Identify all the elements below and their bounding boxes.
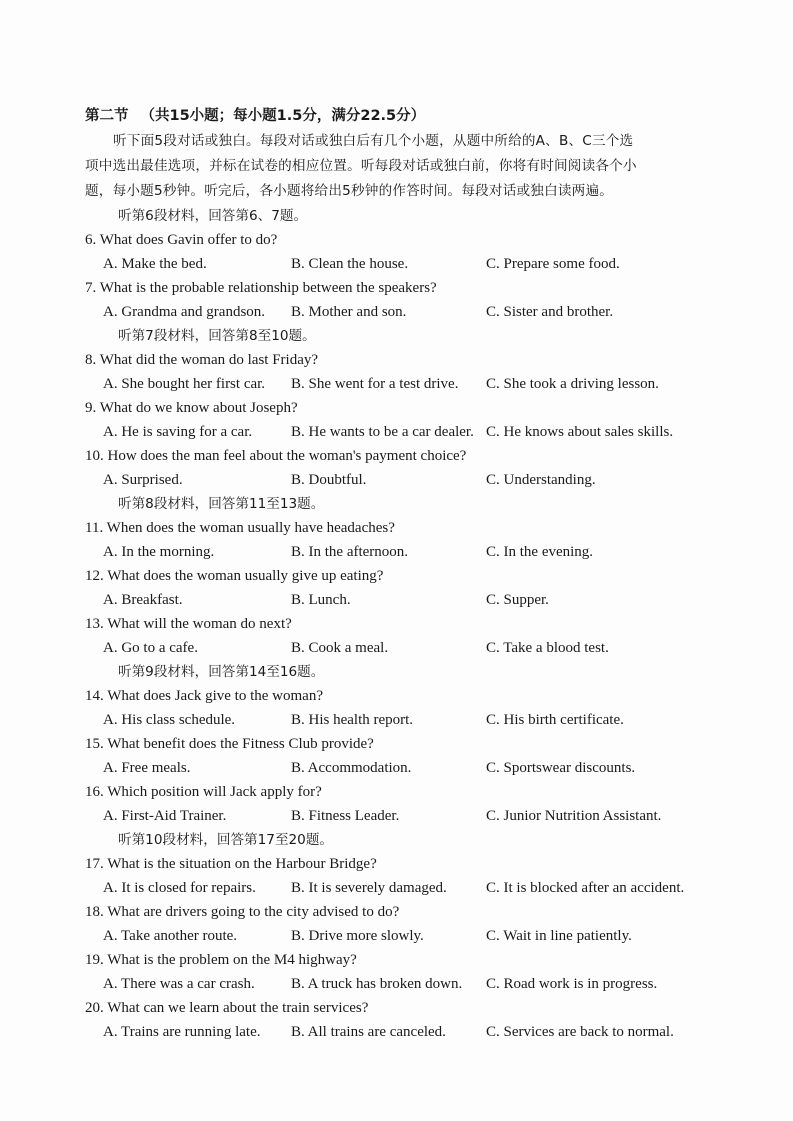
- question-text: 7. What is the probable relationship between the speakers?: [85, 280, 437, 296]
- option-c[interactable]: C. Prepare some food.: [486, 256, 620, 272]
- option-b[interactable]: B. Drive more slowly.: [291, 928, 424, 944]
- option-a[interactable]: A. First-Aid Trainer.: [103, 808, 227, 824]
- question-text: 16. Which position will Jack apply for?: [85, 784, 322, 800]
- option-a[interactable]: A. Breakfast.: [103, 592, 183, 608]
- option-c[interactable]: C. It is blocked after an accident.: [486, 880, 685, 896]
- answer-options: [85, 468, 725, 492]
- option-c[interactable]: C. He knows about sales skills.: [486, 424, 674, 440]
- option-a[interactable]: A. She bought her first car.: [103, 376, 266, 392]
- option-c[interactable]: C. Supper.: [486, 592, 549, 608]
- answer-options: [85, 756, 725, 780]
- option-b[interactable]: B. All trains are canceled.: [291, 1024, 446, 1040]
- option-a[interactable]: A. It is closed for repairs.: [103, 880, 256, 896]
- question-text: 17. What is the situation on the Harbour Bridge?: [85, 856, 377, 872]
- option-a[interactable]: A. Trains are running late.: [103, 1024, 261, 1040]
- option-b[interactable]: B. Doubtful.: [291, 472, 367, 488]
- option-a[interactable]: A. His class schedule.: [103, 712, 236, 728]
- option-b[interactable]: B. Fitness Leader.: [291, 808, 400, 824]
- question-text: 19. What is the problem on the M4 highway?: [85, 952, 357, 968]
- option-c[interactable]: C. She took a driving lesson.: [486, 376, 659, 392]
- option-a[interactable]: A. Take another route.: [103, 928, 238, 944]
- option-c[interactable]: C. In the evening.: [486, 544, 594, 560]
- option-c[interactable]: C. Junior Nutrition Assistant.: [486, 808, 662, 824]
- question-text: 11. When does the woman usually have headaches?: [85, 520, 395, 536]
- answer-options: [85, 540, 725, 564]
- option-a[interactable]: A. Grandma and grandson.: [103, 304, 266, 320]
- listening-section: [85, 104, 725, 1044]
- option-a[interactable]: A. In the morning.: [103, 544, 215, 560]
- option-a[interactable]: A. There was a car crash.: [103, 976, 255, 992]
- question-text: 9. What do we know about Joseph?: [85, 400, 298, 416]
- question-text: 13. What will the woman do next?: [85, 616, 292, 632]
- option-a[interactable]: A. Free meals.: [103, 760, 191, 776]
- instructions: [85, 129, 725, 204]
- answer-options: [85, 1020, 725, 1044]
- instruction-line: 听下面5段对话或独白。每段对话或独白后有几个小题，从题中所给的A、B、C三个选: [113, 133, 634, 149]
- option-c[interactable]: C. Understanding.: [486, 472, 596, 488]
- option-b[interactable]: B. Clean the house.: [291, 256, 409, 272]
- option-b[interactable]: B. Accommodation.: [291, 760, 412, 776]
- group-heading: 听第6段材料，回答第6、7题。: [118, 208, 308, 224]
- group-heading: 听第7段材料，回答第8至10题。: [118, 328, 316, 344]
- option-c[interactable]: C. Services are back to normal.: [486, 1024, 674, 1040]
- option-a[interactable]: A. Surprised.: [103, 472, 183, 488]
- section-heading: [85, 104, 725, 128]
- group-heading: 听第9段材料，回答第14至16题。: [118, 664, 325, 680]
- answer-options: [85, 636, 725, 660]
- option-a[interactable]: A. Go to a cafe.: [103, 640, 198, 656]
- option-c[interactable]: C. His birth certificate.: [486, 712, 624, 728]
- question-text: 6. What does Gavin offer to do?: [85, 232, 278, 248]
- option-c[interactable]: C. Sister and brother.: [486, 304, 614, 320]
- option-b[interactable]: B. Lunch.: [291, 592, 351, 608]
- option-b[interactable]: B. A truck has broken down.: [291, 976, 463, 992]
- section-spec: （共15小题；每小题1.5分，满分22.5分）: [140, 108, 426, 124]
- answer-options: [85, 708, 725, 732]
- answer-options: [85, 372, 725, 396]
- question-text: 20. What can we learn about the train services?: [85, 1000, 369, 1016]
- option-b[interactable]: B. Mother and son.: [291, 304, 407, 320]
- question-text: 14. What does Jack give to the woman?: [85, 688, 323, 704]
- option-b[interactable]: B. In the afternoon.: [291, 544, 409, 560]
- answer-options: [85, 588, 725, 612]
- section-title: 第二节: [85, 108, 129, 124]
- answer-options: [85, 876, 725, 900]
- option-a[interactable]: A. Make the bed.: [103, 256, 207, 272]
- answer-options: [85, 420, 725, 444]
- option-b[interactable]: B. He wants to be a car dealer.: [291, 424, 474, 440]
- question-text: 15. What benefit does the Fitness Club provide?: [85, 736, 374, 752]
- answer-options: [85, 804, 725, 828]
- group-heading: 听第8段材料，回答第11至13题。: [118, 496, 325, 512]
- option-b[interactable]: B. It is severely damaged.: [291, 880, 447, 896]
- option-c[interactable]: C. Sportswear discounts.: [486, 760, 636, 776]
- instruction-line: 题，每小题5秒钟。听完后，各小题将给出5秒钟的作答时间。每段对话或独白读两遍。: [85, 183, 614, 199]
- answer-options: [85, 972, 725, 996]
- option-c[interactable]: C. Road work is in progress.: [486, 976, 658, 992]
- option-c[interactable]: C. Take a blood test.: [486, 640, 609, 656]
- question-text: 12. What does the woman usually give up eating?: [85, 568, 384, 584]
- answer-options: [85, 300, 725, 324]
- question-text: 10. How does the man feel about the woman's payment choice?: [85, 448, 467, 464]
- question-text: 8. What did the woman do last Friday?: [85, 352, 319, 368]
- option-c[interactable]: C. Wait in line patiently.: [486, 928, 632, 944]
- group-heading: 听第10段材料，回答第17至20题。: [118, 832, 334, 848]
- option-a[interactable]: A. He is saving for a car.: [103, 424, 253, 440]
- option-b[interactable]: B. Cook a meal.: [291, 640, 389, 656]
- option-b[interactable]: B. She went for a test drive.: [291, 376, 459, 392]
- option-b[interactable]: B. His health report.: [291, 712, 414, 728]
- question-text: 18. What are drivers going to the city advised to do?: [85, 904, 400, 920]
- instruction-line: 项中选出最佳选项，并标在试卷的相应位置。听每段对话或独白前，你将有时间阅读各个小: [85, 158, 637, 174]
- answer-options: [85, 924, 725, 948]
- answer-options: [85, 252, 725, 276]
